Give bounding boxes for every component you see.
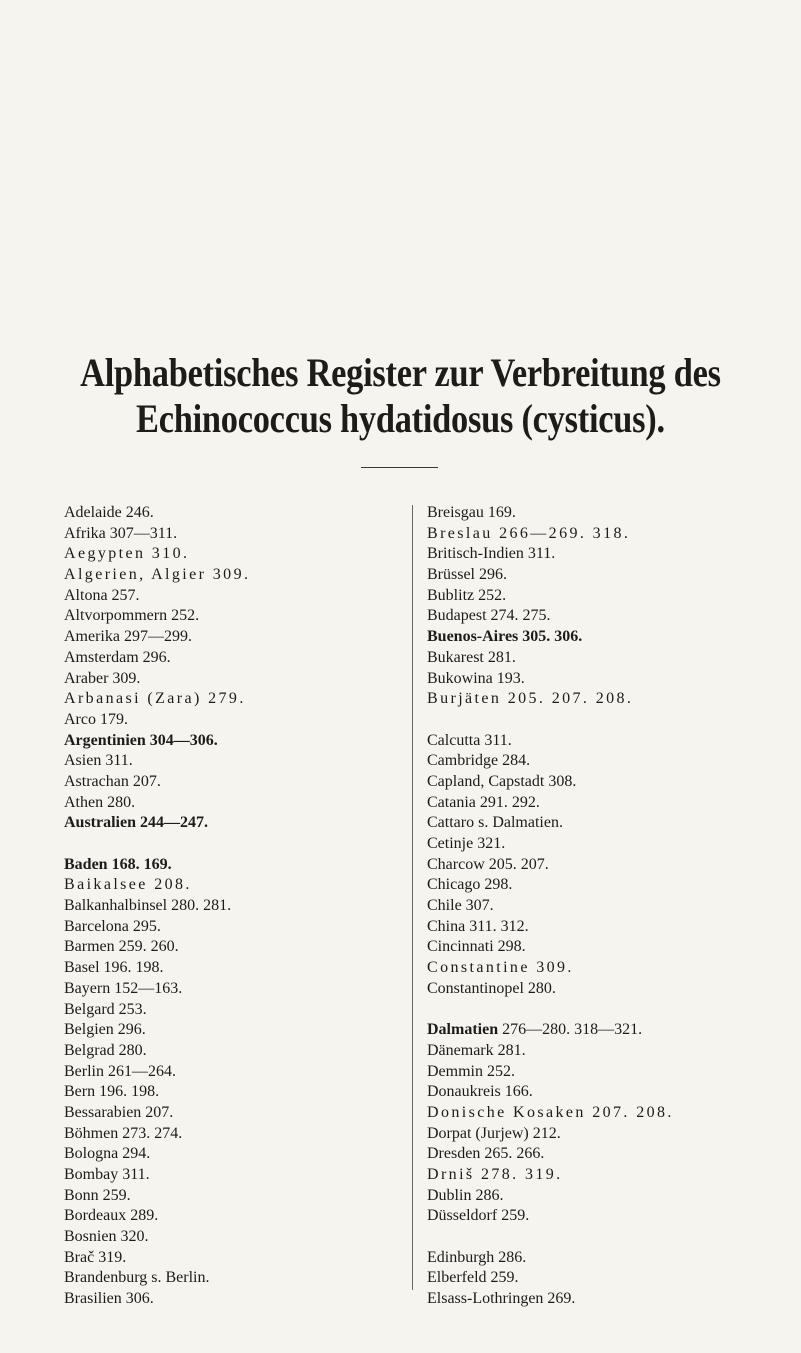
index-entry: Bombay 311. [64,1166,150,1183]
index-entry: Donaukreis 166. [427,1083,533,1101]
index-entry: Araber 309. [64,669,141,687]
index-entry: Baikalsee 208. [64,876,192,894]
index-entry: Athen 280. [64,793,136,811]
index-entry: Berlin 261—264. [64,1062,176,1080]
index-entry: Dorpat (Jurjew) 212. [427,1124,561,1142]
index-headword: Dalmatien [427,1021,499,1039]
index-entry: Balkanhalbinsel 280. 281. [64,897,232,915]
index-entry: Edinburgh 286. [427,1248,527,1266]
index-entry: Adelaide 246. [64,504,154,521]
index-entry: Belgard 253. [64,1000,147,1018]
index-entry: Aegypten 310. [64,545,190,563]
index-entry: Bukowina 193. [427,669,525,687]
index-entry: Bessarabien 207. [64,1103,174,1121]
index-entry: Breisgau 169. [427,504,516,521]
index-entry: Calcutta 311. [427,731,512,749]
index-entry: Arbanasi (Zara) 279. [64,690,246,708]
index-entry: Altona 257. [64,586,140,604]
index-entry: Dublin 286. [427,1186,504,1204]
index-entry: Dänemark 281. [427,1041,526,1059]
index-entry: Brasilien 306. [64,1290,154,1308]
index-entry: Buenos-Aires 305. 306. [427,628,583,646]
index-entry: Australien 244—247. [64,814,208,832]
index-entry: Drniš 278. 319. [427,1166,563,1183]
index-entry: Barcelona 295. [64,917,161,935]
index-entry: Cincinnati 298. [427,938,526,956]
index-entry: Charcow 205. 207. [427,855,549,873]
index-entry: Cattaro s. Dalmatien. [427,814,563,832]
index-entry: Bublitz 252. [427,586,507,604]
index-entry: Bosnien 320. [64,1228,149,1246]
index-entry: Bayern 152—163. [64,979,183,997]
index-entry: Bern 196. 198. [64,1083,160,1101]
index-entry: Basel 196. 198. [64,959,164,977]
index-entry: Constantine 309. [427,959,574,977]
title-line-1: Alphabetisches Register zur Verbreitung des [80,350,721,395]
index-entry: Bukarest 281. [427,648,516,666]
index-entry: Demmin 252. [427,1062,515,1080]
section-gap [427,710,787,731]
index-entry: Budapest 274. 275. [427,607,551,625]
index-entry: Barmen 259. 260. [64,938,179,956]
index-entry: Düsseldorf 259. [427,1207,530,1225]
index-entry: Cambridge 284. [427,752,531,770]
index-entry: Catania 291. 292. [427,793,540,811]
index-entry: Asien 311. [64,752,133,770]
index-entry: Cetinje 321. [427,835,506,852]
index-entry: Baden 168. 169. [64,855,172,873]
index-entry: Brandenburg s. Berlin. [64,1269,210,1287]
index-entry: Elberfeld 259. [427,1269,519,1287]
index-entry: Dresden 265. 266. [427,1145,545,1163]
index-entry: Amsterdam 296. [64,648,171,666]
index-entry: Bologna 294. [64,1145,151,1163]
index-entry: Argentinien 304—306. [64,731,218,749]
section-gap [427,1227,787,1248]
index-entry: China 311. 312. [427,917,529,935]
index-entry: Arco 179. [64,710,128,728]
index-entry: Breslau 266—269. 318. [427,524,631,542]
index-entry: Chile 307. [427,897,494,915]
index-column-left [64,503,354,1310]
index-entry: Elsass-Lothringen 269. [427,1290,576,1308]
index-entry: Bonn 259. [64,1186,131,1204]
index-entry: Brüssel 296. [427,566,507,584]
column-divider [412,505,413,1290]
index-entry: Algerien, Algier 309. [64,566,251,584]
index-entry: Amerika 297—299. [64,628,192,646]
index-entry: Altvorpommern 252. [64,607,200,625]
title-divider [361,467,438,468]
index-entry: Donische Kosaken 207. 208. [427,1103,674,1121]
section-gap [64,834,354,855]
index-entry: Brač 319. [64,1248,127,1266]
index-entry: Belgrad 280. [64,1041,147,1059]
index-entry: Britisch-Indien 311. [427,545,556,563]
title-line-2: Echinococcus hydatidosus (cysticus). [136,396,665,441]
index-entry: Burjäten 205. 207. 208. [427,690,634,708]
index-entry: Capland, Capstadt 308. [427,772,577,790]
index-entry: Dalmatien 276—280. 318—321. [427,1021,643,1039]
index-entry: Belgien 296. [64,1021,146,1039]
section-gap [427,1000,787,1021]
page-title [56,350,745,442]
index-entry: Böhmen 273. 274. [64,1124,183,1142]
index-entry: Astrachan 207. [64,772,161,790]
index-column-right [427,503,787,1310]
index-entry: Chicago 298. [427,876,513,894]
index-entry: Constantinopel 280. [427,979,556,997]
index-entry: Bordeaux 289. [64,1207,159,1225]
index-entry: Afrika 307—311. [64,524,178,542]
